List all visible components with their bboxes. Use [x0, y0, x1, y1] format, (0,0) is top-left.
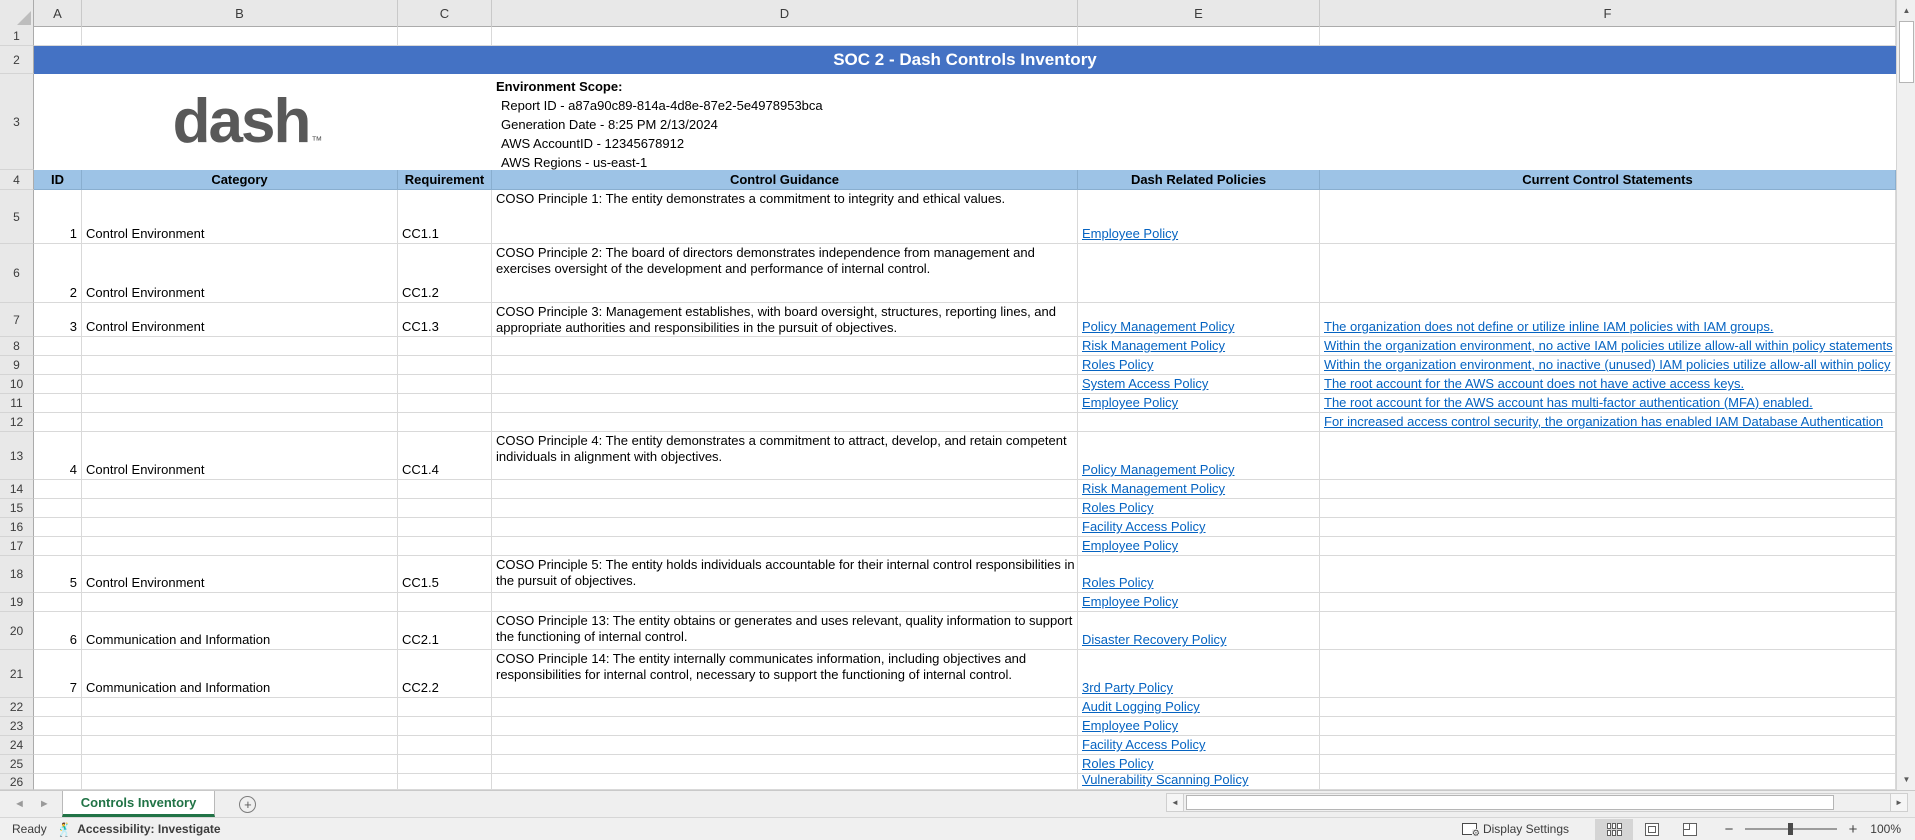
- row-number[interactable]: 7: [0, 303, 34, 337]
- cell-category[interactable]: [82, 755, 398, 774]
- cell-statement[interactable]: [1320, 650, 1896, 698]
- tab-controls-inventory[interactable]: [62, 791, 216, 817]
- cell-requirement[interactable]: [398, 518, 492, 537]
- table-row: [0, 717, 1896, 736]
- cell-policy[interactable]: [1078, 650, 1320, 698]
- cell-requirement[interactable]: CC1.4: [398, 432, 492, 480]
- zoom-control: [1709, 821, 1869, 838]
- cell-policy[interactable]: [1078, 755, 1320, 774]
- cell-statement[interactable]: [1320, 375, 1896, 394]
- cell-guidance[interactable]: [492, 698, 1078, 717]
- cell-statement[interactable]: [1320, 432, 1896, 480]
- accessibility-label: Accessibility: Investigate: [77, 822, 221, 836]
- cell-statement[interactable]: [1320, 413, 1896, 432]
- cell-guidance[interactable]: [492, 593, 1078, 612]
- row-number[interactable]: 5: [0, 190, 34, 244]
- cell-category[interactable]: Control Environment: [82, 303, 398, 337]
- column-header-E[interactable]: E: [1078, 0, 1320, 27]
- cell-policy[interactable]: [1078, 394, 1320, 413]
- cell-statement[interactable]: [1320, 394, 1896, 413]
- row-number[interactable]: 3: [0, 74, 34, 170]
- cell-category[interactable]: Communication and Information: [82, 650, 398, 698]
- cell-category[interactable]: [82, 518, 398, 537]
- policy-link[interactable]: Risk Management Policy: [1082, 481, 1226, 496]
- cell-blank[interactable]: [398, 27, 492, 46]
- control-statement-link[interactable]: The root account for the AWS account does not have active access keys.: [1324, 376, 1745, 391]
- cell-category[interactable]: [82, 774, 398, 790]
- cell-policy[interactable]: [1078, 537, 1320, 556]
- cell-policy[interactable]: [1078, 774, 1320, 790]
- row-number[interactable]: 14: [0, 480, 34, 499]
- cell-guidance[interactable]: [492, 755, 1078, 774]
- table-row: [0, 556, 1896, 593]
- table-row: [0, 74, 1896, 170]
- column-header-strip: [0, 0, 1896, 27]
- scroll-left-arrow-icon[interactable]: ◄: [1166, 793, 1184, 812]
- trademark-symbol: ™: [311, 135, 323, 147]
- status-bar-right: [1462, 819, 1915, 840]
- cell-requirement[interactable]: [398, 593, 492, 612]
- table-row: [0, 394, 1896, 413]
- cell-guidance[interactable]: COSO Principle 4: The entity demonstrates a commitment to attract, develop, and retain competent individuals in alignment with objectives.: [492, 432, 1078, 480]
- cell-statement[interactable]: [1320, 337, 1896, 356]
- display-settings-button[interactable]: [1462, 822, 1595, 836]
- row-number[interactable]: 4: [0, 170, 34, 190]
- cell-guidance[interactable]: [492, 537, 1078, 556]
- row-number[interactable]: 6: [0, 244, 34, 303]
- cell-guidance[interactable]: [492, 413, 1078, 432]
- table-column-header[interactable]: Current Control Statements: [1320, 170, 1896, 190]
- cell-category[interactable]: [82, 717, 398, 736]
- cell-requirement[interactable]: [398, 394, 492, 413]
- cell-policy[interactable]: [1078, 432, 1320, 480]
- cell-id[interactable]: [34, 337, 82, 356]
- cell-category[interactable]: [82, 593, 398, 612]
- cell-requirement[interactable]: [398, 774, 492, 790]
- cell-id[interactable]: 7: [34, 650, 82, 698]
- row-number[interactable]: 19: [0, 593, 34, 612]
- row-number[interactable]: 16: [0, 518, 34, 537]
- vertical-scrollbar[interactable]: [1896, 0, 1915, 790]
- cell-requirement[interactable]: [398, 337, 492, 356]
- cell-id[interactable]: 4: [34, 432, 82, 480]
- policy-link[interactable]: Employee Policy: [1082, 226, 1179, 241]
- row-number[interactable]: 15: [0, 499, 34, 518]
- cell-id[interactable]: [34, 698, 82, 717]
- cell-blank[interactable]: [82, 27, 398, 46]
- cell-id[interactable]: [34, 593, 82, 612]
- cell-category[interactable]: Control Environment: [82, 190, 398, 244]
- page-layout-view-button[interactable]: [1633, 819, 1671, 840]
- policy-link[interactable]: Roles Policy: [1082, 575, 1154, 590]
- cell-guidance[interactable]: COSO Principle 1: The entity demonstrates a commitment to integrity and ethical values.: [492, 190, 1078, 244]
- policy-link[interactable]: Policy Management Policy: [1082, 319, 1235, 334]
- cell-policy[interactable]: [1078, 518, 1320, 537]
- zoom-slider-thumb[interactable]: [1788, 823, 1793, 835]
- sheet-nav: [0, 791, 62, 817]
- cell-requirement[interactable]: [398, 356, 492, 375]
- cell-id[interactable]: [34, 356, 82, 375]
- horizontal-scrollbar-track[interactable]: [1184, 793, 1890, 812]
- row-number[interactable]: 2: [0, 46, 34, 74]
- control-statement-link[interactable]: The organization does not define or utilize inline IAM policies with IAM groups.: [1324, 319, 1774, 334]
- status-ready: Ready: [12, 822, 47, 836]
- row-number[interactable]: 10: [0, 375, 34, 394]
- cell-id[interactable]: 2: [34, 244, 82, 303]
- table-column-header[interactable]: Category: [82, 170, 398, 190]
- cell-id[interactable]: [34, 413, 82, 432]
- cell-statement[interactable]: [1320, 556, 1896, 593]
- cell-statement[interactable]: [1320, 244, 1896, 303]
- scroll-up-arrow-icon[interactable]: ▲: [1898, 1, 1915, 20]
- policy-link[interactable]: Facility Access Policy: [1082, 737, 1206, 752]
- cell-requirement[interactable]: CC1.1: [398, 190, 492, 244]
- environment-scope: [492, 74, 1896, 170]
- normal-view-icon: [1607, 823, 1622, 836]
- table-row: [0, 537, 1896, 556]
- cell-id[interactable]: [34, 755, 82, 774]
- column-header-D[interactable]: D: [492, 0, 1078, 27]
- policy-link[interactable]: Employee Policy: [1082, 538, 1179, 553]
- environment-scope-line: Generation Date - 8:25 PM 2/13/2024: [501, 117, 718, 132]
- display-settings-icon: [1462, 823, 1477, 835]
- cell-id[interactable]: [34, 394, 82, 413]
- table-row: [0, 27, 1896, 46]
- plus-icon: +: [239, 796, 256, 813]
- cell-requirement[interactable]: [398, 480, 492, 499]
- table-row: [0, 650, 1896, 698]
- dash-logo: dash ™: [172, 87, 323, 156]
- accessibility-person-icon: 🕺: [56, 821, 73, 837]
- cell-guidance[interactable]: COSO Principle 3: Management establishes, with board oversight, structures, reporting lines, and appropriate authorities and responsibilities in the pursuit of objectives.: [492, 303, 1078, 337]
- cell-category[interactable]: [82, 537, 398, 556]
- status-bar: [0, 817, 1915, 840]
- cell-policy[interactable]: [1078, 375, 1320, 394]
- cell-blank[interactable]: [492, 27, 1078, 46]
- cell-blank[interactable]: [1078, 27, 1320, 46]
- accessibility-status[interactable]: [56, 822, 221, 836]
- control-statement-link[interactable]: The root account for the AWS account has multi-factor authentication (MFA) enabled.: [1324, 395, 1813, 410]
- cell-guidance[interactable]: [492, 480, 1078, 499]
- policy-link[interactable]: Employee Policy: [1082, 395, 1179, 410]
- cell-guidance[interactable]: COSO Principle 14: The entity internally communicates information, including objectives and responsibilities for internal control, necessary to support the functioning of internal control.: [492, 650, 1078, 698]
- row-number[interactable]: 13: [0, 432, 34, 480]
- control-statement-link[interactable]: Within the organization environment, no active IAM policies utilize allow-all within policy statements: [1324, 338, 1893, 353]
- cell-policy[interactable]: [1078, 612, 1320, 650]
- row-number[interactable]: 11: [0, 394, 34, 413]
- horizontal-scrollbar[interactable]: [1166, 792, 1908, 813]
- table-row: [0, 356, 1896, 375]
- cell-category[interactable]: [82, 480, 398, 499]
- table-column-header[interactable]: Control Guidance: [492, 170, 1078, 190]
- cell-policy[interactable]: [1078, 593, 1320, 612]
- row-number[interactable]: 22: [0, 698, 34, 717]
- display-settings-label: Display Settings: [1482, 822, 1569, 836]
- cell-statement[interactable]: [1320, 499, 1896, 518]
- cell-policy[interactable]: [1078, 698, 1320, 717]
- cell-id[interactable]: [34, 736, 82, 755]
- policy-link[interactable]: System Access Policy: [1082, 376, 1209, 391]
- cell-guidance[interactable]: [492, 356, 1078, 375]
- cell-statement[interactable]: [1320, 717, 1896, 736]
- column-header-B[interactable]: B: [82, 0, 398, 27]
- cell-guidance[interactable]: [492, 375, 1078, 394]
- sheet-tab-label: Controls Inventory: [80, 795, 197, 810]
- zoom-in-button[interactable]: +: [1848, 820, 1858, 838]
- cell-statement[interactable]: [1320, 537, 1896, 556]
- row-number[interactable]: 18: [0, 556, 34, 593]
- table-row: [0, 170, 1896, 190]
- cell-statement[interactable]: [1320, 518, 1896, 537]
- cell-guidance[interactable]: [492, 736, 1078, 755]
- new-sheet-button[interactable]: [239, 791, 256, 817]
- cell-requirement[interactable]: [398, 755, 492, 774]
- table-row: [0, 612, 1896, 650]
- table-row: [0, 337, 1896, 356]
- cell-category[interactable]: [82, 375, 398, 394]
- cell-category[interactable]: Control Environment: [82, 244, 398, 303]
- cell-id[interactable]: 1: [34, 190, 82, 244]
- cell-requirement[interactable]: [398, 717, 492, 736]
- environment-scope-line: AWS Regions - us-east-1: [501, 155, 648, 170]
- horizontal-scrollbar-thumb[interactable]: [1186, 795, 1834, 810]
- policy-link[interactable]: Roles Policy: [1082, 500, 1154, 515]
- cell-policy[interactable]: [1078, 190, 1320, 244]
- cell-id[interactable]: [34, 537, 82, 556]
- cell-policy[interactable]: [1078, 736, 1320, 755]
- table-row: [0, 190, 1896, 244]
- cell-requirement[interactable]: CC1.5: [398, 556, 492, 593]
- cell-policy[interactable]: [1078, 499, 1320, 518]
- cell-guidance[interactable]: [492, 717, 1078, 736]
- row-number[interactable]: 23: [0, 717, 34, 736]
- cell-policy[interactable]: [1078, 556, 1320, 593]
- policy-link[interactable]: Roles Policy: [1082, 357, 1154, 372]
- cell-requirement[interactable]: CC1.2: [398, 244, 492, 303]
- cell-policy[interactable]: [1078, 717, 1320, 736]
- page-layout-icon: [1645, 823, 1659, 836]
- cell-statement[interactable]: [1320, 698, 1896, 717]
- cell-requirement[interactable]: [398, 413, 492, 432]
- next-sheet-arrow-icon[interactable]: ►: [38, 798, 50, 810]
- cell-guidance[interactable]: [492, 337, 1078, 356]
- row-number[interactable]: 20: [0, 612, 34, 650]
- cell-category[interactable]: [82, 394, 398, 413]
- cell-category[interactable]: [82, 337, 398, 356]
- cell-statement[interactable]: [1320, 303, 1896, 337]
- cell-category[interactable]: [82, 499, 398, 518]
- table-row: [0, 593, 1896, 612]
- workbook-title: SOC 2 - Dash Controls Inventory: [34, 46, 1896, 74]
- prev-sheet-arrow-icon[interactable]: ◄: [14, 798, 25, 810]
- row-number[interactable]: 12: [0, 413, 34, 432]
- row-number[interactable]: 9: [0, 356, 34, 375]
- cell-policy[interactable]: [1078, 337, 1320, 356]
- select-all-triangle: [17, 11, 31, 25]
- table-column-header[interactable]: ID: [34, 170, 82, 190]
- cell-guidance[interactable]: COSO Principle 5: The entity holds individuals accountable for their internal control responsibilities in the pursuit of objectives.: [492, 556, 1078, 593]
- zoom-out-button[interactable]: −: [1724, 820, 1734, 838]
- cell-statement[interactable]: [1320, 480, 1896, 499]
- cell-statement[interactable]: [1320, 356, 1896, 375]
- row-number[interactable]: 1: [0, 27, 34, 46]
- table-column-header[interactable]: Requirement: [398, 170, 492, 190]
- row-number[interactable]: 21: [0, 650, 34, 698]
- cell-guidance[interactable]: COSO Principle 13: The entity obtains or generates and uses relevant, quality information to support the functioning of internal control.: [492, 612, 1078, 650]
- cell-statement[interactable]: [1320, 593, 1896, 612]
- table-row: [0, 432, 1896, 480]
- table-row: [0, 480, 1896, 499]
- cell-statement[interactable]: [1320, 774, 1896, 790]
- policy-link[interactable]: Employee Policy: [1082, 718, 1179, 733]
- cell-statement[interactable]: [1320, 755, 1896, 774]
- policy-link[interactable]: Employee Policy: [1082, 594, 1179, 609]
- row-number[interactable]: 8: [0, 337, 34, 356]
- cell-id[interactable]: [34, 518, 82, 537]
- policy-link[interactable]: 3rd Party Policy: [1082, 680, 1174, 695]
- table-row: [0, 518, 1896, 537]
- cell-id[interactable]: [34, 774, 82, 790]
- row-number[interactable]: 17: [0, 537, 34, 556]
- environment-scope-heading: Environment Scope:: [496, 79, 623, 94]
- policy-link[interactable]: Vulnerability Scanning Policy: [1082, 774, 1249, 787]
- cell-id[interactable]: [34, 717, 82, 736]
- cell-requirement[interactable]: [398, 375, 492, 394]
- row-number[interactable]: 24: [0, 736, 34, 755]
- scroll-right-arrow-icon[interactable]: ►: [1890, 793, 1908, 812]
- normal-view-button[interactable]: [1595, 819, 1633, 840]
- column-header-F[interactable]: F: [1320, 0, 1896, 27]
- cell-statement[interactable]: [1320, 736, 1896, 755]
- cell-requirement[interactable]: [398, 499, 492, 518]
- cell-category[interactable]: Communication and Information: [82, 612, 398, 650]
- control-statement-link[interactable]: For increased access control security, the organization has enabled IAM Database Authentication: [1324, 414, 1884, 429]
- table-row: [0, 244, 1896, 303]
- table-row: [0, 303, 1896, 337]
- cell-policy[interactable]: [1078, 356, 1320, 375]
- table-row: [0, 375, 1896, 394]
- page-break-preview-button[interactable]: [1671, 819, 1709, 840]
- zoom-slider-track[interactable]: [1745, 828, 1837, 830]
- cell-id[interactable]: [34, 499, 82, 518]
- cell-policy[interactable]: [1078, 413, 1320, 432]
- cell-requirement[interactable]: [398, 698, 492, 717]
- table-row: [0, 698, 1896, 717]
- policy-link[interactable]: Roles Policy: [1082, 756, 1154, 771]
- cell-requirement[interactable]: CC1.3: [398, 303, 492, 337]
- column-header-C[interactable]: C: [398, 0, 492, 27]
- column-header-A[interactable]: A: [34, 0, 82, 27]
- logo-cell: [34, 74, 492, 170]
- cell-id[interactable]: [34, 375, 82, 394]
- cell-requirement[interactable]: [398, 537, 492, 556]
- cell-requirement[interactable]: [398, 736, 492, 755]
- cell-requirement[interactable]: CC2.2: [398, 650, 492, 698]
- cell-policy[interactable]: [1078, 244, 1320, 303]
- cell-id[interactable]: [34, 480, 82, 499]
- cell-guidance[interactable]: [492, 499, 1078, 518]
- row-number[interactable]: 26: [0, 774, 34, 790]
- table-row: [0, 499, 1896, 518]
- cell-category[interactable]: [82, 356, 398, 375]
- table-row: [0, 755, 1896, 774]
- cell-policy[interactable]: [1078, 303, 1320, 337]
- select-all-corner[interactable]: [0, 0, 34, 27]
- cell-guidance[interactable]: COSO Principle 2: The board of directors demonstrates independence from management and exercises oversight of the development and performance of internal control.: [492, 244, 1078, 303]
- table-row: [0, 46, 1896, 74]
- cell-category[interactable]: Control Environment: [82, 556, 398, 593]
- cell-statement[interactable]: [1320, 612, 1896, 650]
- table-row: [0, 736, 1896, 755]
- cell-category[interactable]: [82, 736, 398, 755]
- table-row: [0, 774, 1896, 790]
- zoom-percentage[interactable]: 100%: [1870, 822, 1901, 836]
- environment-scope-line: AWS AccountID - 12345678912: [501, 136, 685, 151]
- cell-category[interactable]: [82, 698, 398, 717]
- table-row: [0, 413, 1896, 432]
- cell-id[interactable]: 3: [34, 303, 82, 337]
- scroll-down-arrow-icon[interactable]: ▼: [1898, 770, 1915, 789]
- cell-statement[interactable]: [1320, 190, 1896, 244]
- policy-link[interactable]: Facility Access Policy: [1082, 519, 1206, 534]
- cell-category[interactable]: Control Environment: [82, 432, 398, 480]
- cell-blank[interactable]: [1320, 27, 1896, 46]
- table-column-header[interactable]: Dash Related Policies: [1078, 170, 1320, 190]
- cell-guidance[interactable]: [492, 518, 1078, 537]
- control-statement-link[interactable]: Within the organization environment, no inactive (unused) IAM policies utilize allow-all within policy: [1324, 357, 1891, 372]
- cell-id[interactable]: 6: [34, 612, 82, 650]
- cell-category[interactable]: [82, 413, 398, 432]
- vertical-scrollbar-thumb[interactable]: [1899, 21, 1914, 83]
- policy-link[interactable]: Policy Management Policy: [1082, 462, 1235, 477]
- cell-id[interactable]: 5: [34, 556, 82, 593]
- environment-scope-line: Report ID - a87a90c89-814a-4d8e-87e2-5e4978953bca: [501, 98, 823, 113]
- policy-link[interactable]: Risk Management Policy: [1082, 338, 1226, 353]
- policy-link[interactable]: Disaster Recovery Policy: [1082, 632, 1227, 647]
- cell-guidance[interactable]: [492, 394, 1078, 413]
- row-number[interactable]: 25: [0, 755, 34, 774]
- cell-requirement[interactable]: CC2.1: [398, 612, 492, 650]
- cell-blank[interactable]: [34, 27, 82, 46]
- cell-policy[interactable]: [1078, 480, 1320, 499]
- policy-link[interactable]: Audit Logging Policy: [1082, 699, 1200, 714]
- cell-guidance[interactable]: [492, 774, 1078, 790]
- sheet-grid: [0, 27, 1896, 790]
- page-break-preview-icon: [1683, 823, 1697, 836]
